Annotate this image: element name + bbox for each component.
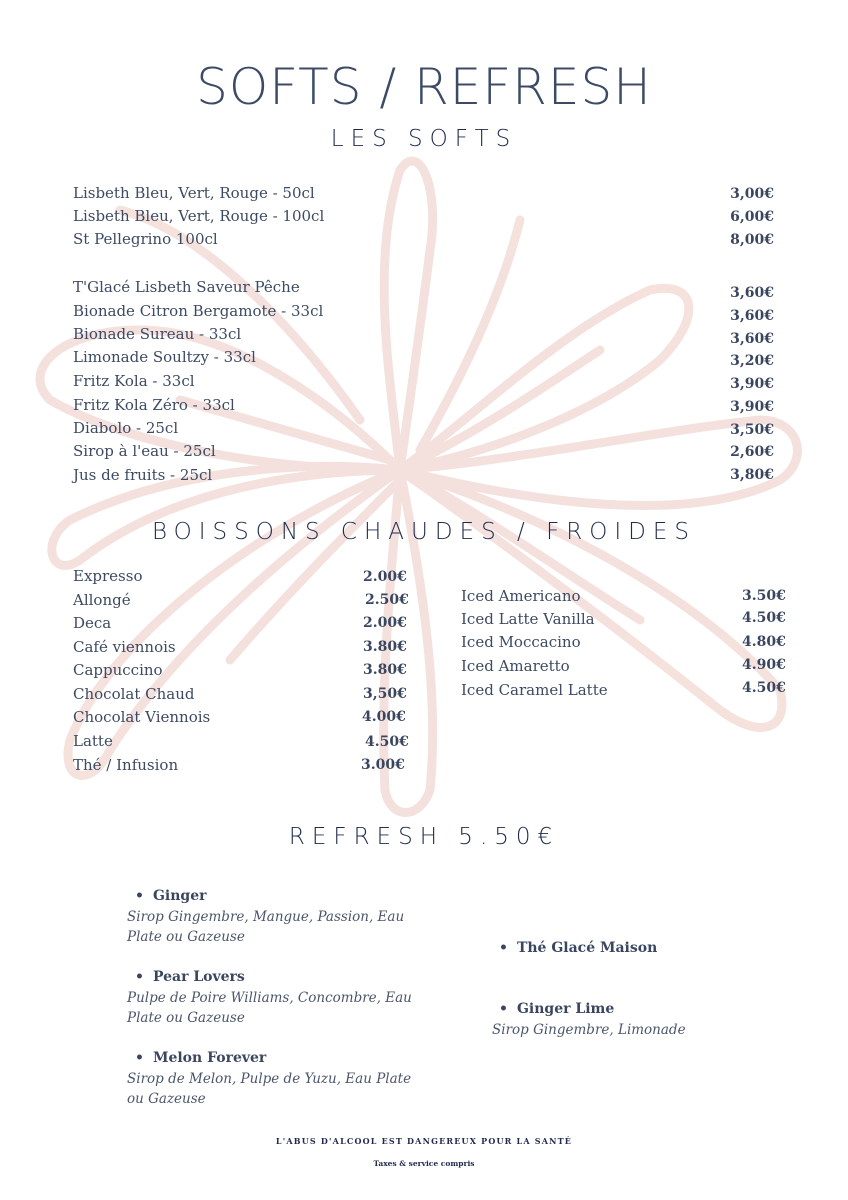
menu-item-price: 3,20€ — [730, 353, 774, 369]
refresh-item-name: • Pear Lovers — [135, 969, 245, 985]
menu-item-price: 3,90€ — [730, 399, 774, 415]
menu-item-name: Chocolat Viennois — [73, 708, 211, 726]
menu-item-name: Limonade Soultzy - 33cl — [73, 348, 256, 366]
refresh-item-name: • Thé Glacé Maison — [499, 940, 657, 956]
menu-item-price: 4.50€ — [742, 680, 786, 696]
menu-item-name: Sirop à l'eau - 25cl — [73, 442, 216, 460]
menu-item-name: Cappuccino — [73, 661, 163, 679]
menu-item-price: 3.50€ — [742, 588, 786, 604]
menu-item-name: Latte — [73, 732, 113, 750]
menu-item-price: 3,60€ — [730, 331, 774, 347]
refresh-item-name: • Melon Forever — [135, 1050, 266, 1066]
menu-item-name: Fritz Kola - 33cl — [73, 372, 195, 390]
menu-item-name: Fritz Kola Zéro - 33cl — [73, 396, 235, 414]
refresh-item-name: • Ginger — [135, 888, 206, 904]
menu-item-price: 3,60€ — [730, 285, 774, 301]
menu-item-price: 4.00€ — [362, 709, 406, 725]
menu-item-price: 3,00€ — [730, 186, 774, 202]
menu-item-price: 4.90€ — [742, 657, 786, 673]
refresh-item-desc: Pulpe de Poire Williams, Concombre, Eau Plate ou Gazeuse — [127, 990, 412, 1026]
menu-item-name: T'Glacé Lisbeth Saveur Pêche — [73, 278, 300, 296]
menu-item-name: Jus de fruits - 25cl — [73, 466, 213, 484]
menu-item-name: Thé / Infusion — [73, 756, 179, 774]
page-title: SOFTS / REFRESH — [196, 58, 652, 116]
menu-item-price: 3,50€ — [730, 422, 774, 438]
menu-item-name: Iced Moccacino — [461, 633, 581, 651]
menu-item-name: Diabolo - 25cl — [73, 419, 179, 437]
menu-item-name: Expresso — [73, 567, 143, 585]
refresh-item-desc: Sirop Gingembre, Limonade — [492, 1022, 686, 1038]
refresh-item-name: • Ginger Lime — [499, 1001, 614, 1017]
menu-item-name: Iced Latte Vanilla — [461, 610, 595, 628]
section-heading-softs: LES SOFTS — [330, 126, 518, 152]
menu-item-price: 2.00€ — [363, 615, 407, 631]
taxes-note: Taxes & service compris — [373, 1159, 475, 1168]
menu-item-price: 2,60€ — [730, 444, 774, 460]
menu-item-price: 3.80€ — [363, 662, 407, 678]
menu-item-price: 3,50€ — [363, 686, 407, 702]
menu-item-price: 3.80€ — [363, 639, 407, 655]
menu-item-price: 8,00€ — [730, 232, 774, 248]
menu-item-name: Iced Caramel Latte — [461, 681, 608, 699]
menu-item-price: 3,60€ — [730, 308, 774, 324]
refresh-item-desc: Sirop de Melon, Pulpe de Yuzu, Eau Plate ou Gazeuse — [127, 1071, 412, 1107]
menu-item-price: 6,00€ — [730, 209, 774, 225]
menu-item-name: Bionade Citron Bergamote - 33cl — [73, 302, 324, 320]
menu-item-price: 3.00€ — [361, 757, 405, 773]
menu-item-name: Café viennois — [73, 638, 176, 656]
menu-item-name: St Pellegrino 100cl — [73, 230, 218, 248]
menu-item-name: Allongé — [73, 591, 131, 609]
section-heading-refresh: REFRESH 5.50€ — [288, 824, 560, 850]
menu-item-name: Lisbeth Bleu, Vert, Rouge - 100cl — [73, 207, 325, 225]
menu-item-price: 4.50€ — [742, 610, 786, 626]
menu-item-price: 4.50€ — [365, 734, 409, 750]
menu-item-name: Iced Americano — [461, 587, 581, 605]
menu-item-name: Deca — [73, 614, 112, 632]
section-heading-hot-cold: BOISSONS CHAUDES / FROIDES — [151, 519, 697, 545]
menu-item-price: 2.00€ — [363, 569, 407, 585]
menu-item-name: Chocolat Chaud — [73, 685, 195, 703]
menu-item-name: Iced Amaretto — [461, 657, 570, 675]
menu-item-name: Bionade Sureau - 33cl — [73, 325, 242, 343]
menu-item-name: Lisbeth Bleu, Vert, Rouge - 50cl — [73, 184, 315, 202]
menu-item-price: 2.50€ — [365, 592, 409, 608]
refresh-item-desc: Sirop Gingembre, Mangue, Passion, Eau Plate ou Gazeuse — [127, 909, 405, 945]
menu-item-price: 4.80€ — [742, 634, 786, 650]
menu-item-price: 3,80€ — [730, 467, 774, 483]
alcohol-warning: L'ABUS D'ALCOOL EST DANGEREUX POUR LA SANTÉ — [275, 1136, 573, 1146]
menu-item-price: 3,90€ — [730, 376, 774, 392]
